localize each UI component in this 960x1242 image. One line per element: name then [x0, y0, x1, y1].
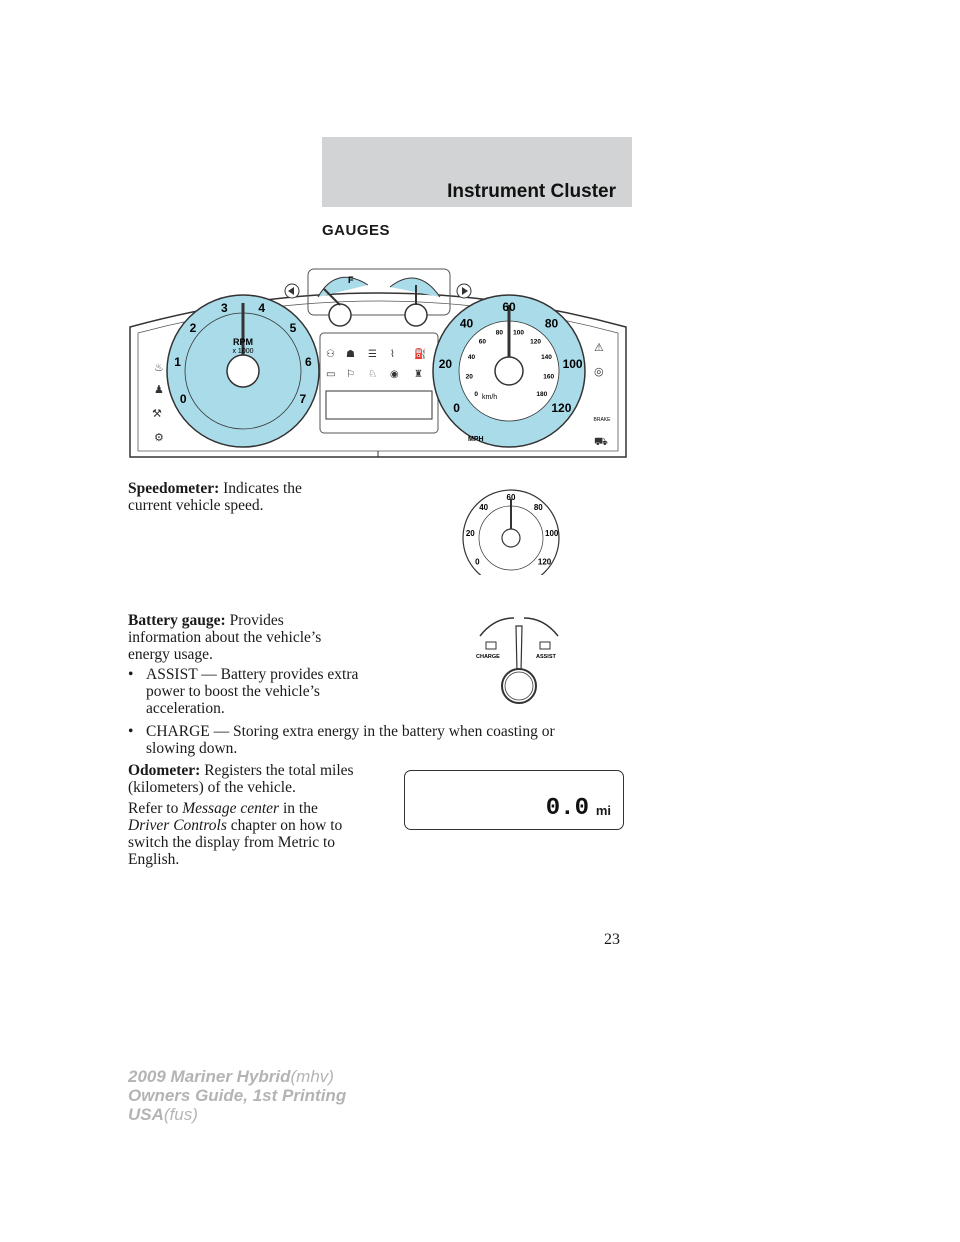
odometer-term: Odometer:	[128, 762, 201, 779]
battery-gauge-illustration	[474, 614, 564, 706]
kmh-number-40: 40	[467, 354, 476, 362]
kmh-number-120: 120	[530, 338, 542, 346]
battery-line3: energy usage.	[128, 646, 213, 663]
svg-text:♜: ♜	[414, 369, 423, 380]
speedometer-gauge	[433, 295, 585, 447]
mph-number-100: 100	[562, 356, 583, 371]
mph-number-120: 120	[551, 400, 572, 415]
refer-prefix: Refer to	[128, 800, 179, 817]
small-mph-number-60: 60	[506, 492, 516, 502]
small-mph-number-0: 0	[475, 557, 480, 567]
refer-line4: English.	[128, 851, 180, 868]
footer-model: 2009 Mariner Hybrid	[128, 1067, 291, 1086]
wrench-icon: ⚒	[152, 407, 162, 420]
refer-mid1: in the	[282, 800, 318, 817]
brake-label: BRAKE	[593, 417, 611, 423]
driver-controls-reference: Driver Controls	[128, 817, 227, 834]
odometer-line2: (kilometers) of the vehicle.	[128, 779, 296, 796]
svg-text:☰: ☰	[368, 349, 377, 360]
tach-number-7: 7	[299, 392, 307, 407]
tach-number-2: 2	[189, 321, 197, 336]
footer	[128, 1067, 346, 1124]
header-band	[322, 137, 632, 207]
footer-printing: Owners Guide, 1st Printing	[128, 1086, 347, 1105]
odometer-line1: Registers the total miles	[204, 762, 354, 779]
speedometer-line2: current vehicle speed.	[128, 497, 264, 514]
fuel-full-label: F	[348, 275, 354, 285]
odometer-value: 0.0	[545, 795, 589, 822]
mph-label: MPH	[468, 436, 484, 443]
odometer-display	[404, 770, 624, 830]
tach-label: RPM	[233, 337, 253, 347]
small-mph-number-80: 80	[533, 503, 543, 513]
coolant-icon: ♨	[154, 361, 164, 374]
small-mph-number-100: 100	[545, 529, 559, 538]
svg-text:⌇: ⌇	[390, 349, 395, 360]
message-center-reference: Message center	[182, 800, 280, 817]
speedometer-illustration	[458, 485, 564, 575]
battery-line1: Provides	[229, 612, 284, 629]
tach-number-6: 6	[305, 355, 312, 370]
tach-number-4: 4	[258, 300, 266, 315]
charge-label: CHARGE	[476, 654, 500, 660]
footer-model-code: (mhv)	[290, 1067, 334, 1086]
footer-market: USA	[128, 1105, 164, 1124]
refer-mid2: chapter on how to	[230, 817, 343, 834]
tach-number-0: 0	[179, 392, 187, 407]
bullet-charge-line2: slowing down.	[146, 740, 238, 757]
bullet-assist-line1: ASSIST — Battery provides extra	[146, 666, 359, 683]
kmh-number-60: 60	[478, 338, 487, 346]
section-title: GAUGES	[322, 222, 391, 239]
speedometer-paragraph	[128, 480, 302, 514]
kmh-number-0: 0	[474, 391, 479, 399]
kmh-number-80: 80	[495, 329, 504, 337]
svg-text:⚇: ⚇	[326, 349, 335, 360]
mph-number-20: 20	[438, 356, 453, 371]
kmh-number-100: 100	[513, 329, 525, 337]
small-mph-number-40: 40	[479, 503, 489, 513]
tachometer-gauge	[167, 295, 319, 447]
footer-market-code: (fus)	[163, 1105, 198, 1124]
assist-battery-icon	[540, 642, 550, 649]
kmh-number-140: 140	[541, 354, 552, 362]
bullet-assist-line2: power to boost the vehicle’s	[146, 683, 320, 700]
odometer-unit: mi	[595, 803, 611, 818]
car-icon: ⛟	[594, 435, 608, 448]
bullet-charge-line1: CHARGE — Storing extra energy in the battery when coasting or	[146, 723, 555, 740]
tach-number-1: 1	[174, 355, 181, 370]
seatbelt-icon: ♟	[154, 383, 164, 396]
small-mph-number-120: 120	[537, 557, 552, 567]
svg-text:⛽: ⛽	[414, 349, 427, 360]
kmh-number-180: 180	[536, 391, 548, 399]
refer-line3: switch the display from Metric to	[128, 834, 336, 851]
speedometer-term: Speedometer:	[128, 480, 220, 497]
battery-line2: information about the vehicle’s	[128, 629, 322, 646]
kmh-label: km/h	[482, 394, 498, 401]
page-number: 23	[604, 931, 620, 948]
tach-number-3: 3	[220, 300, 228, 315]
warning-icon: ⚠	[594, 341, 604, 354]
page-header-title: Instrument Cluster	[447, 181, 616, 202]
svg-text:⚐: ⚐	[346, 369, 355, 380]
refer-paragraph	[128, 800, 342, 868]
mph-number-0: 0	[453, 400, 460, 415]
svg-text:☗: ☗	[346, 349, 355, 360]
kmh-number-20: 20	[465, 373, 473, 381]
assist-label: ASSIST	[536, 654, 556, 660]
charge-battery-icon	[486, 642, 496, 649]
traction-icon: ⚙	[154, 431, 164, 444]
tach-number-5: 5	[289, 321, 297, 336]
instrument-cluster-illustration	[128, 265, 628, 465]
svg-text:◉: ◉	[390, 369, 399, 380]
mph-number-60: 60	[502, 300, 516, 315]
kmh-number-160: 160	[543, 373, 555, 381]
svg-text:▭: ▭	[326, 369, 336, 380]
small-mph-number-20: 20	[465, 529, 475, 538]
speedometer-line1: Indicates the	[223, 480, 302, 497]
svg-text:♘: ♘	[368, 369, 377, 380]
tach-sublabel: x 1000	[232, 348, 254, 355]
bullet-assist-line3: acceleration.	[146, 700, 225, 717]
odometer-paragraph	[128, 762, 354, 796]
mph-number-80: 80	[544, 316, 559, 331]
battery-gauge-term: Battery gauge:	[128, 612, 226, 629]
mph-number-40: 40	[459, 316, 474, 331]
speed-control-icon: ◎	[594, 365, 604, 378]
battery-gauge-paragraph	[128, 612, 321, 663]
